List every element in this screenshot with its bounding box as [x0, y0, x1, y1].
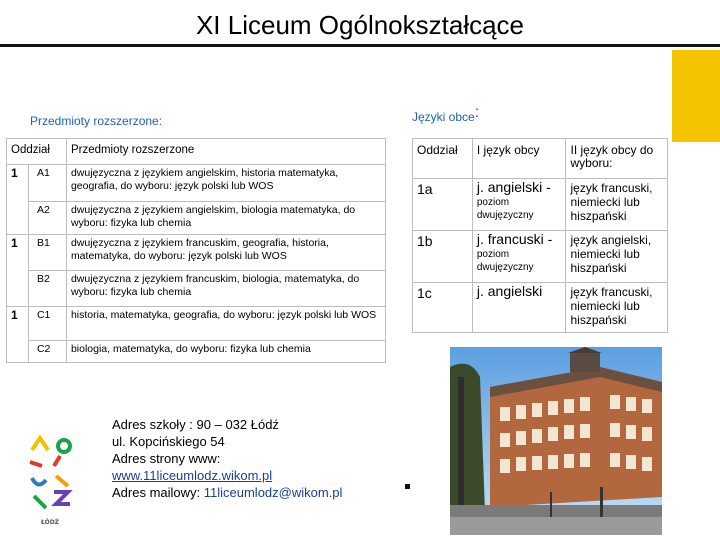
email-label: Adres mailowy: [112, 485, 204, 500]
class-code: A2 [28, 202, 66, 235]
table-row [413, 231, 668, 283]
group-number: 1 [7, 165, 29, 235]
subjects-description: dwujęzyczna z językiem francuskim, geografia, historia, matematyka, do wyboru: język polski lub WOS [66, 235, 385, 271]
logo-caption: ŁÓDŹ [40, 519, 60, 526]
language-level: poziom dwujęzyczny [476, 249, 534, 273]
first-language-name: j. francuski - [476, 231, 553, 247]
class-name: 1b [413, 231, 473, 283]
table-header-row [7, 139, 386, 165]
foreign-languages-table [412, 138, 668, 333]
subjects-description: dwujęzyczna z językiem angielskim, historia matematyka, geografia, do wyboru: język polski lub WOS [66, 165, 385, 202]
header-class: Oddział [413, 139, 473, 179]
table-row [7, 341, 386, 363]
foreign-languages-heading [412, 104, 480, 126]
email-link[interactable]: 11liceumlodz@wikom.pl [203, 485, 343, 500]
class-name: 1a [413, 179, 473, 231]
class-code: B2 [28, 271, 66, 307]
group-number: 1 [7, 235, 29, 307]
header-first-language: I język obcy [472, 139, 566, 179]
address-line: Adres szkoły : 90 – 032 Łódź [112, 417, 279, 432]
first-language-name: j. angielski [476, 283, 543, 299]
table-row [7, 165, 386, 202]
foreign-languages-heading-text: Języki obce [412, 110, 475, 124]
title-bar [0, 0, 720, 48]
school-building-photo [450, 347, 662, 535]
email-line [112, 484, 342, 501]
lodz-city-logo [24, 430, 76, 530]
table-row [413, 179, 668, 231]
second-language-options: język francuski, niemiecki lub hiszpański [566, 179, 668, 231]
table-row [7, 307, 386, 341]
website-link[interactable]: www.11liceumlodz.wikom.pl [112, 468, 273, 483]
header-second-language: II język obcy do wyboru: [566, 139, 668, 179]
class-code: A1 [28, 165, 66, 202]
class-code: C2 [28, 341, 66, 363]
extended-subjects-heading: Przedmioty rozszerzone: [30, 114, 163, 128]
second-language-options: język francuski, niemiecki lub hiszpański [566, 283, 668, 333]
subjects-description: biologia, matematyka, do wyboru: fizyka lub chemia [66, 341, 385, 363]
title-underline [0, 44, 720, 47]
second-language-options: język angielski, niemiecki lub hiszpański [566, 231, 668, 283]
subjects-description: dwujęzyczna z językiem angielskim, biologia matematyka, do wyboru: fizyka lub chemia [66, 202, 385, 235]
corner-logo [672, 50, 720, 142]
group-number: 1 [7, 307, 29, 363]
website-label: Adres strony www: [112, 451, 221, 466]
heading-colon: : [474, 104, 480, 121]
first-language [472, 283, 566, 333]
header-class: Oddział [7, 139, 67, 165]
school-address-block [112, 416, 342, 501]
bullet-dot [405, 484, 410, 489]
table-row [7, 235, 386, 271]
table-row [7, 271, 386, 307]
header-subjects: Przedmioty rozszerzone [66, 139, 385, 165]
table-row [7, 202, 386, 235]
table-header-row [413, 139, 668, 179]
subjects-description: dwujęzyczna z językiem francuskim, biologia, matematyka, do wyboru: fizyka lub chemia [66, 271, 385, 307]
extended-subjects-table [6, 138, 386, 363]
lodz-logo-mark [24, 430, 76, 530]
subjects-description: historia, matematyka, geografia, do wyboru: język polski lub WOS [66, 307, 385, 341]
page-title: XI Liceum Ogólnokształcące [195, 10, 525, 40]
school-building-illustration [450, 347, 662, 535]
address-street: ul. Kopcińskiego 54 [112, 434, 225, 449]
first-language [472, 179, 566, 231]
language-level: poziom dwujęzyczny [476, 197, 534, 221]
class-code: C1 [28, 307, 66, 341]
first-language [472, 231, 566, 283]
table-row [413, 283, 668, 333]
class-name: 1c [413, 283, 473, 333]
class-code: B1 [28, 235, 66, 271]
first-language-name: j. angielski - [476, 179, 551, 195]
